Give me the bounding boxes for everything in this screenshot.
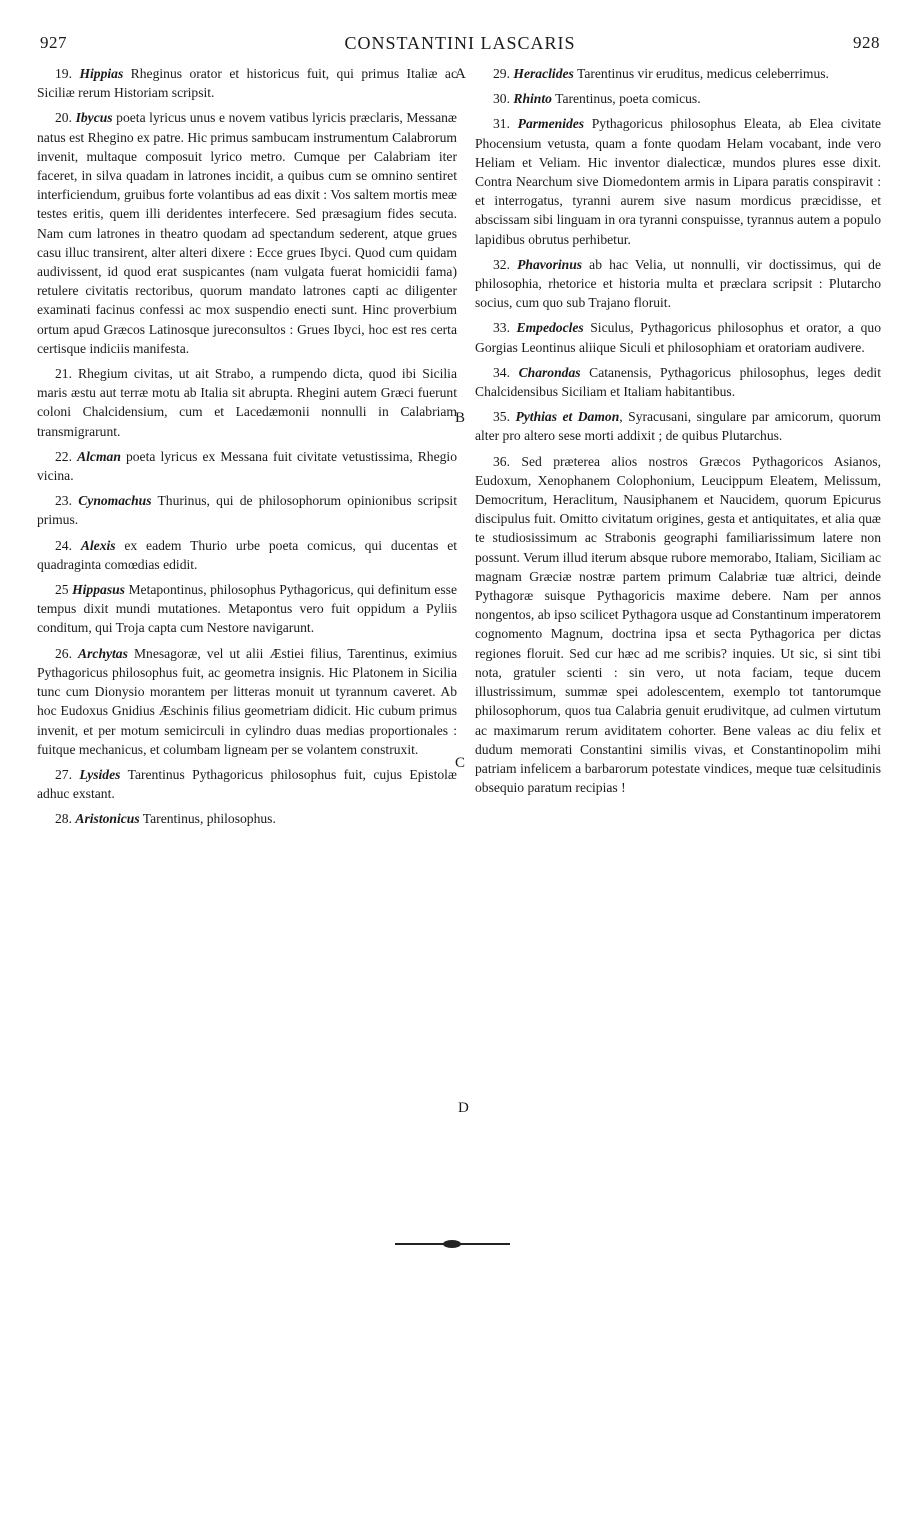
entry-name: Alexis — [80, 537, 116, 553]
entry-name: Aristonicus — [75, 811, 140, 827]
paragraph-entry — [475, 64, 881, 83]
paragraph-entry — [475, 407, 881, 445]
paragraph-entry — [475, 114, 881, 248]
entry-name: Alcman — [77, 448, 121, 464]
page-number-left: 927 — [40, 33, 67, 52]
paragraph-entry — [475, 255, 881, 313]
entry-text: Tarentinus, philosophus. — [139, 811, 276, 827]
entry-number: 26. — [55, 645, 72, 661]
entry-text: Thurinus, qui de philosophorum opinionibus scripsit primus. — [37, 493, 457, 528]
entry-number: 19. — [55, 66, 72, 81]
entry-name: Charondas — [518, 364, 581, 380]
entry-text: Tarentinus, poeta comicus. — [551, 91, 701, 107]
paragraph-entry — [37, 108, 457, 358]
margin-letter-b: B — [455, 410, 466, 426]
entry-name: Cynomachus — [78, 493, 152, 509]
end-ornament-rule — [395, 1243, 510, 1245]
entry-number: 23. — [55, 493, 72, 509]
entry-name: Hippasus — [72, 582, 125, 598]
paragraph-entry — [37, 364, 457, 441]
entry-number: 34. — [493, 364, 510, 380]
entry-text: Tarentinus vir eruditus, medicus celeberrimus. — [573, 66, 829, 81]
entry-text: Tarentinus Pythagoricus philosophus fuit, cujus Epistolæ adhuc exstant. — [37, 766, 458, 802]
entry-number: 21. — [55, 366, 72, 382]
paragraph-entry — [37, 536, 457, 574]
entry-number: 20. — [55, 110, 72, 126]
entry-name: Hippias — [79, 66, 124, 81]
paragraph-entry — [37, 644, 457, 759]
entry-text: ex eadem Thurio urbe poeta comicus, qui ducentas et quadraginta comœdias edidit. — [37, 537, 458, 572]
entry-number: 33. — [493, 320, 510, 336]
paragraph-entry — [37, 580, 457, 638]
entry-name: Phavorinus — [517, 256, 583, 272]
paragraph-entry — [37, 447, 457, 485]
margin-letter-c: C — [455, 755, 466, 771]
page-number-right: 928 — [853, 33, 880, 52]
entry-name: Parmenides — [517, 116, 585, 132]
entry-text: Rhegium civitas, ut ait Strabo, a rumpendo dicta, quod ibi Sicilia maris æstu aut terræ motu ab Italia sit abrupta. Rhegini autem Græci fuerunt coloni Chalcidensium, cum et Lacedæmonii nonnulli in Calabriam transmigrarunt. — [37, 366, 457, 439]
paragraph-entry — [37, 809, 457, 828]
running-header — [40, 33, 880, 59]
entry-number: 35. — [493, 409, 510, 425]
entry-number: 25 — [55, 582, 69, 598]
entry-text: Rheginus orator et historicus fuit, qui primus Italiæ ac Siciliæ rerum Historiam scripsit. — [37, 66, 457, 101]
paragraph-entry — [37, 491, 457, 529]
paragraph-entry — [475, 452, 881, 798]
entry-number: 36. — [493, 453, 510, 469]
paragraph-entry — [37, 765, 457, 803]
paragraph-entry — [475, 363, 881, 401]
entry-number: 29. — [493, 66, 510, 81]
entry-number: 31. — [493, 116, 510, 132]
entry-number: 27. — [55, 766, 72, 782]
entry-number: 28. — [55, 811, 72, 827]
entry-number: 22. — [55, 448, 72, 464]
paragraph-entry — [37, 64, 457, 102]
entry-number: 24. — [55, 537, 72, 553]
entry-name: Empedocles — [516, 320, 584, 336]
entry-text: poeta lyricus unus e novem vatibus lyricis præclaris, Messanæ natus est Rhegino ex patre. Hic primus sambucam instrumentum Calabrorum invenit, multaque composuit lyrico metro. Cumque per Calabriam iter faceret, in silva quadam in latrones incidit, a quibus cum se omnino sentiret interficiendum, gruibus forte volantibus ad eas dixit : Vos saltem mortis meæ testes eritis, quem illi deridentes interfecere. Sed præsagium fides secuta. Nam cum latrones in theatro quodam ad spectandum sederent, atque grues casu illuc transirent, alter alteri dixere : Ecce grues Ibyci. Quod cum quidam audivissent, id quod erat suspicantes (nam vulgata fuerat homicidii fama) retulere civitatis rectoribus, quorum mandato latrones capti ac diligenter examinati facinus confessi ac mox suspendio enecti sunt. Hinc proverbium ortum apud Græcos Latinosque jureconsultos : Grues Ibyci, hoc est res certa certisque indiciis manifesta. — [37, 110, 457, 356]
entry-text: Siculus, Pythagoricus philosophus et orator, a quo Gorgias Leontinus aliique Siculi et philosophiam et oratoriam audivere. — [475, 320, 881, 355]
entry-text: Pythagoricus philosophus Eleata, ab Elea civitate Phocensium vetusta, quam a fonte quodam Helam vocabant, inde vero Heliam et Veliam. Hic inventor dialecticæ, mundos plures esse dixit. Contra Nearchum sive Diomedontem armis in Lipara paratis conspiravit : et interrogatus, tyranni aurem sive nasum mordicus præcidisse, et abscissam sibi linguam in ora tyranni conspuisse, tyrannus autem a populo lapidibus obrutus perhibetur. — [475, 116, 881, 247]
entry-text: Catanensis, Pythagoricus philosophus, leges dedit Chalcidensibus Siciliam et Italiam habitantibus. — [475, 364, 881, 400]
margin-letter-d: D — [458, 1100, 469, 1116]
entry-name: Heraclides — [513, 66, 574, 81]
entry-number: 30. — [493, 91, 510, 107]
entry-text: Metapontinus, philosophus Pythagoricus, qui definitum esse tempus dixit mundi mutationes. Metapontus vero fuit oppidum a Pyliis conditum, qui Troja capta cum Nestore navigarunt. — [37, 582, 457, 636]
left-column — [37, 64, 457, 835]
entry-name: Archytas — [78, 645, 128, 661]
entry-text: Mnesagoræ, vel ut alii Æstiei filius, Tarentinus, eximius Pythagoricus philosophus fuit, ac geometra insignis. Hic Platonem in Sicilia tunc cum Dionysio morantem per litteras monuit ut tyrannum caveret. Ab hoc Eudoxus Gnidius Æschinis filius geometriam didicit. Hic cubum primus invenit, et per motum semicirculi in cylindro duas medias proportionales : fuitque mechanicus, et columbam ligneam per se volantem construxit. — [37, 645, 457, 757]
entry-text: , Syracusani, singulare par amicorum, quorum alter pro altero sese morti addixit ; de quibus Plutarchus. — [475, 409, 881, 444]
entry-name: Rhinto — [513, 91, 552, 107]
entry-text: Sed præterea alios nostros Græcos Pythagoricos Asianos, Eudoxum, Xenophanem Colophonium, Leucippum Eleatem, Melissum, Democritum, Heraclitum, Nausiphanem et Naucidem, quorum Epicurus discipulus fuit. Omitto civitatum origines, gesta et antiquitates, et alia quæ te studiosissimum ac Strabonis geographi familiarissimum latere non possunt. Verum illud iterum absque rubore memorabo, Italiam, Siciliam ac magnam Græciæ nostræ partem primum Calabriæ tuæ altrici, deinde Pythagoræ suisque Pythagoricis maxime debere. Nam per annos nongentos, ab ipso scilicet Pythagora usque ad Constantinum imperatorem cognomento Magnum, doctrina ipsa et secta Pythagorica per dictas regiones floruit. Sed cur hæc ad me scribis? inquies. Ut sic, si sint tibi nota, gratuler scienti : sin vero, ut nota faciam, teque ducem illustrissimum, summæ spei adolescentem, exemplo tot tantorumque philosophorum, quos tua Calabria genuit erudivitque, ad culmen virtutum ac maximarum rerum aviditatem cohorter. Bene valeas ac diu felix et dudum memorati Constantini similis vivas, et Constantinopolim mihi patriam infelicem a barbarorum potestate vindices, meque tuæ celsitudinis obsequio paratum recipias ! — [475, 453, 881, 796]
entry-text: poeta lyricus ex Messana fuit civitate vetustissima, Rhegio vicina. — [37, 448, 458, 484]
running-title: CONSTANTINI LASCARIS — [344, 33, 576, 53]
entry-text: ab hac Velia, ut nonnulli, vir doctissimus, qui de philosophia, rhetorice et historia multa et præclara scripsit : Plutarcho socius, cum quo sub Trajano floruit. — [475, 256, 881, 311]
entry-name: Lysides — [79, 766, 121, 782]
paragraph-entry — [475, 89, 881, 108]
paragraph-entry — [475, 318, 881, 356]
right-column — [475, 64, 881, 803]
entry-number: 32. — [493, 256, 510, 272]
entry-name: Pythias et Damon — [515, 409, 620, 425]
margin-letter-a: A — [455, 66, 466, 82]
entry-name: Ibycus — [75, 110, 113, 126]
